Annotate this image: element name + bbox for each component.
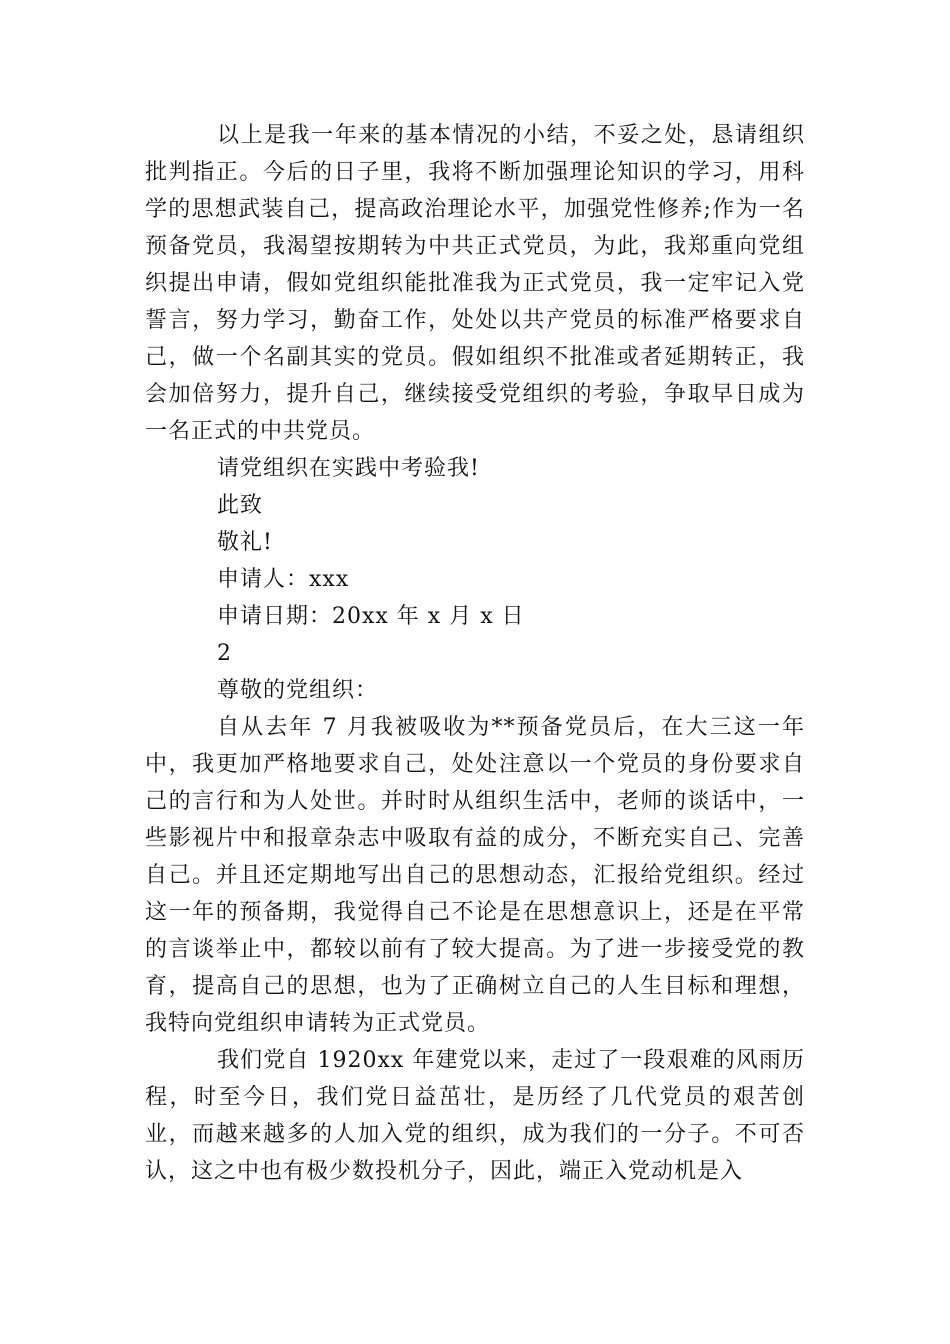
section-number: 2: [217, 641, 232, 666]
greeting: 尊敬的党组织：: [217, 678, 379, 703]
paragraph-probation: 自从去年 7 月我被吸收为**预备党员后，在大三这一年中，我更加严格地要求自己，处处注意以一个党员的身份要求自己的言行和为人处世。并时时从组织生活中，老师的谈话中，一些影视片中和报章杂志中吸取有益的成分，不断充实自己、完善自己。并且还定期地写出自己的思想动态，汇报给党组织。经过这一年的预备期，我觉得自己不论是在思想意识上，还是在平常的言谈举止中，都较以前有了较大提高。为了进一步接受党的教育，提高自己的思想，也为了正确树立自己的人生目标和理想，我特向党组织申请转为正式党员。: [145, 715, 805, 1036]
paragraph-history: 我们党自 1920xx 年建党以来，走过了一段艰难的风雨历程，时至今日，我们党日益茁壮，是历经了几代党员的艰苦创业，而越来越多的人加入党的组织，成为我们的一分子。不可否认，这之中也有极少数投机分子，因此，端正入党动机是入: [145, 1048, 805, 1184]
document-page: [145, 117, 805, 1190]
salutation-jingli: 敬礼!: [217, 530, 273, 555]
application-date: 申请日期：20xx 年 x 月 x 日: [217, 604, 525, 629]
applicant-name: 申请人：xxx: [217, 567, 350, 592]
paragraph-summary: 以上是我一年来的基本情况的小结，不妥之处，恳请组织批判指正。今后的日子里，我将不断加强理论知识的学习，用科学的思想武装自己，提高政治理论水平，加强党性修养;作为一名预备党员，我渴望按期转为中共正式党员，为此，我郑重向党组织提出申请，假如党组织能批准我为正式党员，我一定牢记入党誓言，努力学习，勤奋工作，处处以共产党员的标准严格要求自己，做一个名副其实的党员。假如组织不批准或者延期转正，我会加倍努力，提升自己，继续接受党组织的考验，争取早日成为一名正式的中共党员。: [145, 123, 805, 444]
salutation-cizhi: 此致: [217, 493, 264, 518]
closing-request: 请党组织在实践中考验我!: [217, 456, 480, 481]
